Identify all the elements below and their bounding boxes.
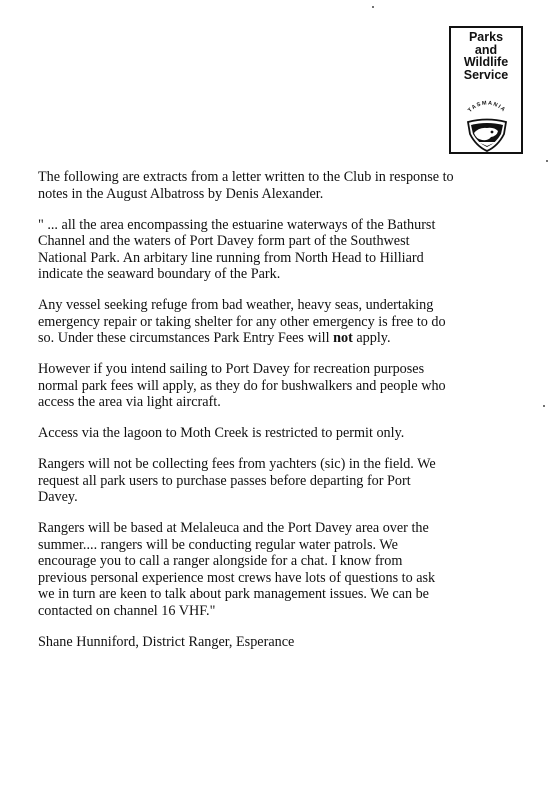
logo-wordmark	[451, 31, 521, 81]
parks-and-wildlife-logo	[449, 26, 523, 154]
svg-text:TASMANIA	[467, 100, 507, 113]
tasmanian-devil-emblem-icon	[454, 98, 520, 154]
quote-paragraph-5: Rangers will not be collecting fees from yachters (sic) in the field. We request all park users to purchase passes before departing for Port Davey.	[38, 456, 436, 505]
scan-speck	[543, 405, 545, 407]
p2-text-after: apply.	[352, 330, 391, 346]
emblem-arc-text: TASMANIA	[467, 100, 507, 114]
logo-line-and: and	[474, 42, 498, 57]
quote-paragraph-1: " ... all the area encompassing the estuarine waterways of the Bathurst Channel and the waters of Port Davey form part of the Southwest National Park. An arbitary line running from North Head to Hilliard indicate the seaward boundary of the Park.	[38, 216, 436, 282]
scan-speck	[372, 6, 374, 8]
scan-speck	[546, 160, 548, 162]
logo-line-service: Service	[463, 67, 509, 82]
p2-bold-not: not	[333, 330, 353, 346]
quote-paragraph-3: However if you intend sailing to Port Davey for recreation purposes normal park fees will apply, as they do for bushwalkers and people who access the area via light aircraft.	[38, 361, 446, 410]
quote-paragraph-2	[38, 297, 522, 347]
logo-line-parks: Parks	[468, 30, 504, 44]
letter-body	[38, 169, 522, 650]
intro-paragraph: The following are extracts from a letter written to the Club in response to notes in the August Albatross by Denis Alexander.	[38, 169, 454, 202]
quote-paragraph-6: Rangers will be based at Melaleuca and the Port Davey area over the summer.... rangers will be conducting regular water patrols. We encourage you to call a ranger alongside for a chat. I know from previous personal experience most crews have lots of questions to ask we in turn are keen to talk about park management issues. We can be contacted on channel 16 VHF."	[38, 520, 436, 619]
signature-line: Shane Hunniford, District Ranger, Esperance	[38, 633, 295, 650]
logo-line-wildlife: Wildlife	[463, 55, 509, 69]
quote-paragraph-4: Access via the lagoon to Moth Creek is restricted to permit only.	[38, 425, 405, 441]
p2-text-before: Any vessel seeking refuge from bad weather, heavy seas, undertaking emergency repair or taking shelter for any other emergency is free to do so. Under these circumstances Park Entry Fees will	[38, 297, 446, 346]
